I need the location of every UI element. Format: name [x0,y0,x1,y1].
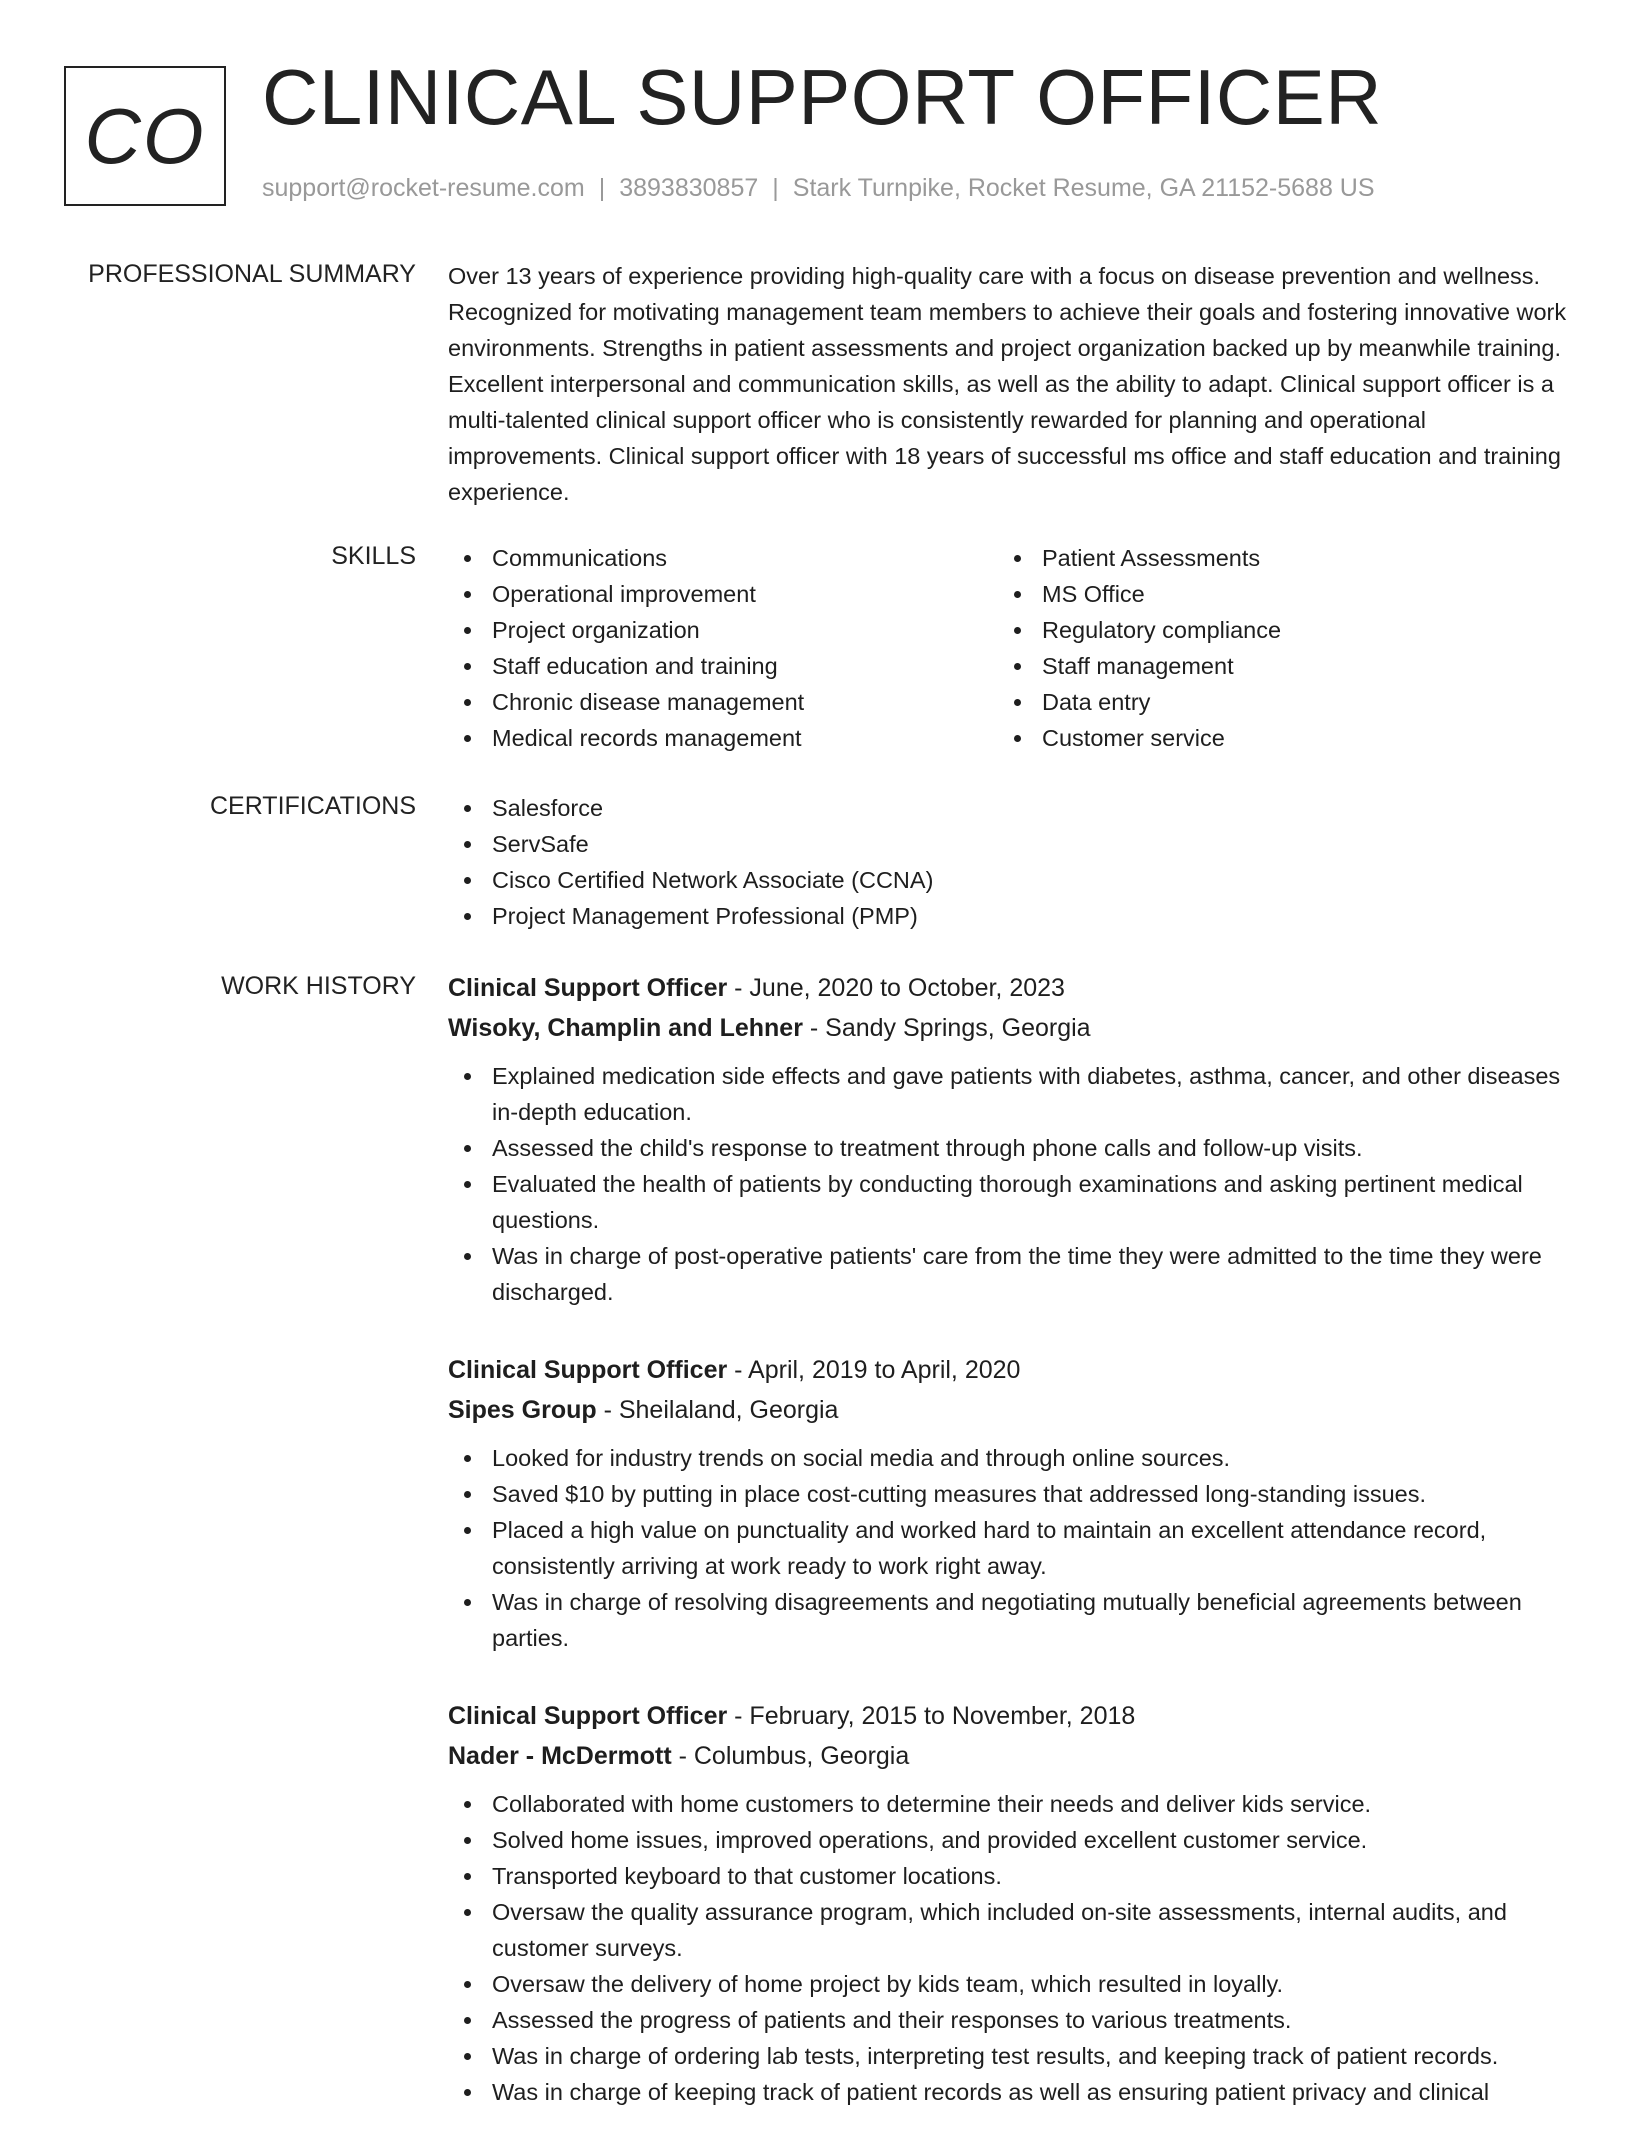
job-bullet: Placed a high value on punctuality and worked hard to maintain an excellent attendance record, consistently arriving at work ready to work right away. [448,1512,1573,1584]
skills-columns [448,540,1573,756]
section-heading: CERTIFICATIONS [209,792,416,820]
contact-separator: | [598,174,606,202]
job-company-line [448,1736,1573,1776]
skills-body [448,540,1573,756]
job-bullets [448,1786,1573,2110]
job-bullet: Saved $10 by putting in place cost-cutting measures that addressed long-standing issues. [448,1476,1573,1512]
job-entry [448,968,1573,1310]
job-bullet: Was in charge of post-operative patients' care from the time they were admitted to the time they were discharged. [448,1238,1573,1310]
skills-list-right [998,540,1548,756]
job-bullet: Was in charge of resolving disagreements and negotiating mutually beneficial agreements between parties. [448,1584,1573,1656]
job-company: Sipes Group [448,1396,597,1424]
section-heading: PROFESSIONAL SUMMARY [88,260,416,288]
skill-item: Project organization [448,612,998,648]
contact-email: support@rocket-resume.com [262,174,585,202]
skill-item: Regulatory compliance [998,612,1548,648]
contact-separator: | [772,174,779,202]
skills-list-left [448,540,998,756]
skill-item: Staff education and training [448,648,998,684]
job-company: Nader - McDermott [448,1742,672,1770]
job-title-line [448,1350,1573,1390]
contact-phone: 3893830857 [619,174,759,202]
section-heading: WORK HISTORY [221,972,416,1000]
skill-item: MS Office [998,576,1548,612]
certification-item: Salesforce [448,790,1573,826]
skill-item: Staff management [998,648,1548,684]
job-bullet: Transported keyboard to that customer locations. [448,1858,1573,1894]
certifications-body [448,790,1573,934]
job-location: - Sandy Springs, Georgia [802,1014,1091,1042]
job-bullet: Was in charge of keeping track of patient records as well as ensuring patient privacy and clinical [448,2074,1573,2110]
contact-address: Stark Turnpike, Rocket Resume, GA 21152-5688 US [792,174,1375,202]
job-title-line [448,968,1573,1008]
monogram-box [64,66,226,206]
job-company-line [448,1008,1573,1048]
summary-body [448,258,1573,510]
monogram-initials: CO [84,91,206,180]
skill-item: Operational improvement [448,576,998,612]
skills-column-left [448,540,998,756]
job-entry [448,1350,1573,1656]
job-bullet: Explained medication side effects and gave patients with diabetes, asthma, cancer, and other diseases in-depth education. [448,1058,1573,1130]
job-title: Clinical Support Officer [448,1702,728,1730]
job-entry [448,1696,1573,2110]
certifications-list [448,790,1573,934]
job-bullet: Oversaw the delivery of home project by kids team, which resulted in loyally. [448,1966,1573,2002]
job-bullet: Looked for industry trends on social media and through online sources. [448,1440,1573,1476]
skill-item: Chronic disease management [448,684,998,720]
skill-item: Communications [448,540,998,576]
job-title: Clinical Support Officer [448,974,728,1002]
section-heading: SKILLS [331,542,416,570]
summary-text: Over 13 years of experience providing high-quality care with a focus on disease prevention and wellness. Recognized for motivating management team members to achieve their goals and fostering innovative work environments. Strengths in patient assessments and project organization backed up by meanwhile training. Excellent interpersonal and communication skills, as well as the ability to adapt. Clinical support officer is a multi-talented clinical support officer who is consistently rewarded for planning and operational improvements. Clinical support officer with 18 years of successful ms office and staff education and training experience. [448,263,1567,505]
job-bullet: Assessed the child's response to treatment through phone calls and follow-up visits. [448,1130,1573,1166]
certification-item: Project Management Professional (PMP) [448,898,1573,934]
job-dates: - April, 2019 to April, 2020 [727,1356,1021,1384]
job-bullet: Oversaw the quality assurance program, which included on-site assessments, internal audits, and customer surveys. [448,1894,1573,1966]
job-dates: - June, 2020 to October, 2023 [727,974,1065,1002]
contact-line [262,174,1375,203]
job-company: Wisoky, Champlin and Lehner [448,1014,803,1042]
job-title: Clinical Support Officer [448,1356,728,1384]
skill-item: Patient Assessments [998,540,1548,576]
skills-column-right [998,540,1548,756]
job-location: - Sheilaland, Georgia [596,1396,839,1424]
job-title-line [448,1696,1573,1736]
skill-item: Customer service [998,720,1548,756]
job-location: - Columbus, Georgia [671,1742,910,1770]
job-bullet: Assessed the progress of patients and their responses to various treatments. [448,2002,1573,2038]
job-bullet: Was in charge of ordering lab tests, interpreting test results, and keeping track of patient records. [448,2038,1573,2074]
job-bullet: Solved home issues, improved operations, and provided excellent customer service. [448,1822,1573,1858]
job-bullet: Collaborated with home customers to determine their needs and deliver kids service. [448,1786,1573,1822]
job-bullets [448,1058,1573,1310]
job-company-line [448,1390,1573,1430]
candidate-name: CLINICAL SUPPORT OFFICER [262,53,1383,141]
work-history-body [448,968,1573,2150]
skill-item: Medical records management [448,720,998,756]
skill-item: Data entry [998,684,1548,720]
certification-item: ServSafe [448,826,1573,862]
job-bullet: Evaluated the health of patients by conducting thorough examinations and asking pertinent medical questions. [448,1166,1573,1238]
job-bullets [448,1440,1573,1656]
certification-item: Cisco Certified Network Associate (CCNA) [448,862,1573,898]
job-dates: - February, 2015 to November, 2018 [727,1702,1136,1730]
